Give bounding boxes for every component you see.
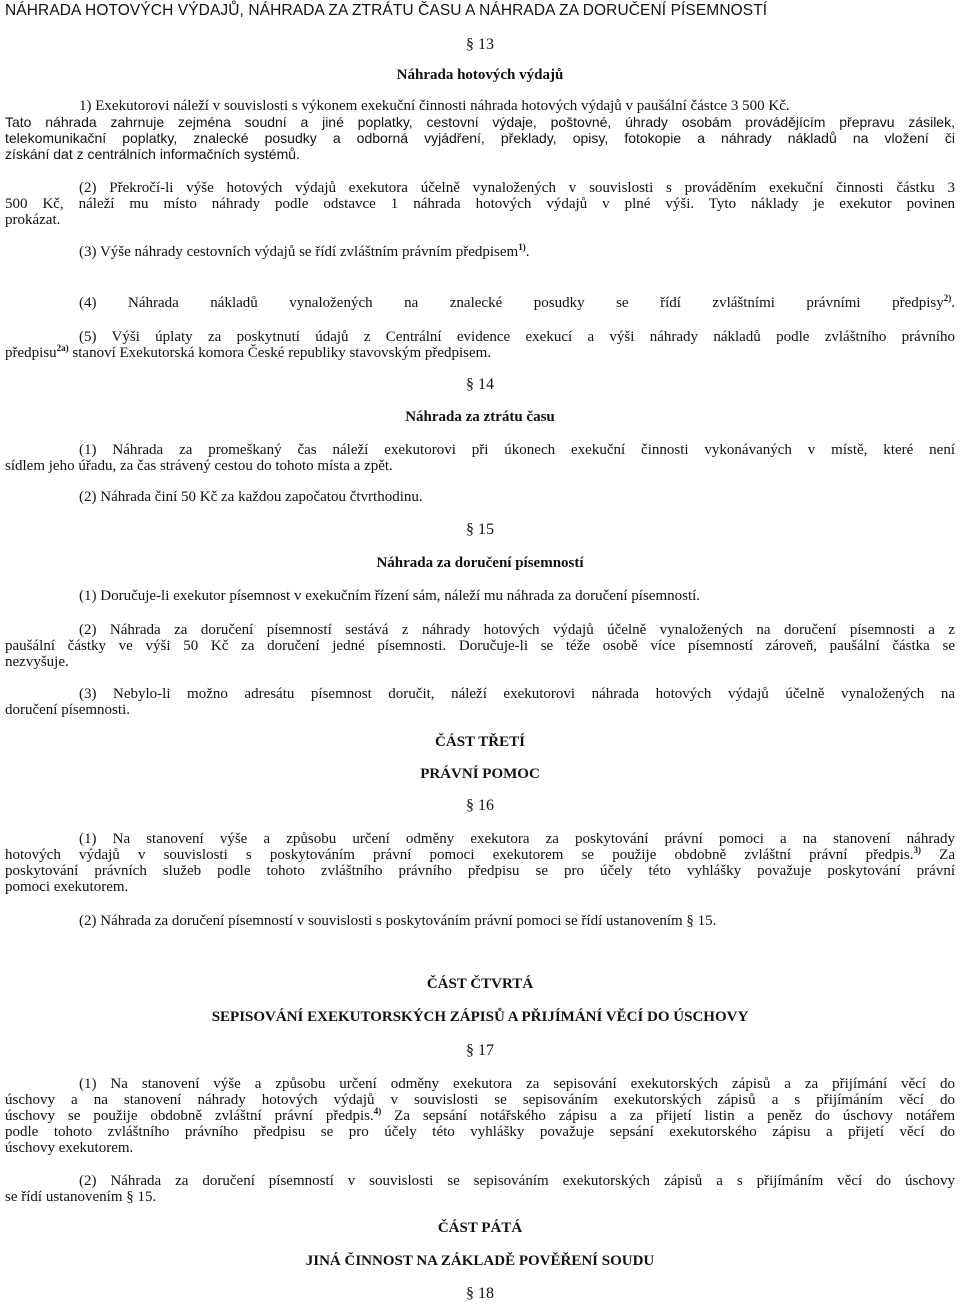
sec15-p3-line2: doručení písemnosti.	[5, 702, 130, 718]
running-header: NÁHRADA HOTOVÝCH VÝDAJŮ, NÁHRADA ZA ZTRÁTU ČASU A NÁHRADA ZA DORUČENÍ PÍSEMNOSTÍ	[5, 2, 768, 19]
section-14-number: § 14	[466, 376, 494, 393]
part-3-title: PRÁVNÍ POMOC	[420, 766, 540, 782]
sec17-p1-line1: (1) Na stanovení výše a způsobu určení odměny exekutora za sepisování exekutorských zápisů a za přijímání věcí do	[79, 1076, 955, 1092]
sec17-p1-line4: podle tohoto zvláštního právního předpisu se pro účely této vyhlášky považuje sepsání exekutorského zápisu a přijetí věcí do	[5, 1124, 955, 1140]
sec16-p2: (2) Náhrada za doručení písemností v souvislosti s poskytováním právní pomoci se řídí ustanovením § 15.	[79, 913, 717, 929]
part-4-title: SEPISOVÁNÍ EXEKUTORSKÝCH ZÁPISŮ A PŘIJÍMÁNÍ VĚCÍ DO ÚSCHOVY	[211, 1009, 749, 1025]
section-16-number: § 16	[466, 797, 494, 814]
section-17-number: § 17	[466, 1042, 494, 1059]
footnote-ref-2: 2)	[943, 293, 952, 303]
section-13-number: § 13	[466, 36, 494, 53]
part-4-heading: ČÁST ČTVRTÁ	[426, 976, 534, 992]
sec14-p1-line1: (1) Náhrada za promeškaný čas náleží exekutorovi při úkonech exekuční činnosti vykonávaných v místě, které není	[79, 442, 955, 458]
sec16-p1-line4: pomoci exekutorem.	[5, 879, 129, 895]
section-18-number: § 18	[466, 1285, 494, 1302]
sec13-p3: (3) Výše náhrady cestovních výdajů se řídí zvláštním právním předpisem$^{1)}$.	[79, 242, 530, 260]
footnote-ref-3: 3)	[913, 845, 922, 855]
sec14-p1-line2: sídlem jeho úřadu, za čas strávený cestou do tohoto místa a zpět.	[5, 458, 393, 474]
sec13-p4: (4) Náhrada nákladů vynaložených na znalecké posudky se řídí zvláštními právními předpisy$^{2)}$.	[79, 293, 955, 311]
sec13-p1-line4: získání dat z centrálních informačních systémů.	[5, 146, 300, 162]
sec13-p1-line3: telekomunikační poplatky, znalecké posudky a odborná vyjádření, překlady, opisy, fotokopie a náhrady nákladů na vložení či	[5, 130, 955, 146]
part-5-title: JINÁ ČINNOST NA ZÁKLADĚ POVĚŘENÍ SOUDU	[305, 1253, 655, 1269]
sec15-p2-line3: nezvyšuje.	[5, 654, 69, 670]
section-13-title: Náhrada hotových výdajů	[396, 67, 564, 83]
sec13-p2-line2: 500 Kč, náleží mu místo náhrady podle odstavce 1 náhrada hotových výdajů v plné výši. Tyto náklady je exekutor povinen	[5, 196, 955, 212]
sec17-p1-line2: úschovy a na stanovení náhrady hotových výdajů v souvislosti se sepisováním exekutorských zápisů a s přijímáním věcí do	[5, 1092, 955, 1108]
footnote-ref-4: 4)	[373, 1106, 382, 1116]
sec15-p3-line1: (3) Nebylo-li možno adresátu písemnost doručit, náleží exekutorovi náhrada hotových výdajů účelně vynaložených na	[79, 686, 955, 702]
sec13-p2-line3: prokázat.	[5, 212, 61, 228]
footnote-ref-2a: 2a)	[56, 343, 69, 353]
sec14-p2: (2) Náhrada činí 50 Kč za každou započatou čtvrthodinu.	[79, 489, 423, 505]
part-3-heading: ČÁST TŘETÍ	[435, 734, 525, 750]
sec17-p1-line5: úschovy exekutorem.	[5, 1140, 134, 1156]
part-5-heading: ČÁST PÁTÁ	[437, 1220, 523, 1236]
sec17-p2-line1: (2) Náhrada za doručení písemností v souvislosti se sepisováním exekutorských zápisů a s přijímáním věcí do úschovy	[79, 1173, 955, 1189]
section-14-title: Náhrada za ztrátu času	[405, 409, 555, 425]
sec17-p2-line2: se řídí ustanovením § 15.	[5, 1189, 157, 1205]
sec16-p1-line1: (1) Na stanovení výše a způsobu určení odměny exekutora za poskytování právní pomoci a na stanovení náhrady	[79, 831, 955, 847]
sec17-p1-line3: úschovy se použije obdobně zvláštní právní předpis.$^{4)}$ Za sepsání notářského zápisu a za přijetí listin a peněz do úschovy notářem	[5, 1106, 955, 1124]
sec15-p2-line2: paušální částky ve výši 50 Kč za doručení jedné písemnosti. Doručuje-li se téže osobě více písemností zároveň, paušální částka se	[5, 638, 955, 654]
sec13-p5-line1: (5) Výši úplaty za poskytnutí údajů z Centrální evidence exekucí a výši náhrady nákladů podle zvláštního právního	[79, 329, 955, 345]
sec15-p2-line1: (2) Náhrada za doručení písemností sestává z náhrady hotových výdajů účelně vynaložených na doručení písemnosti a z	[79, 622, 955, 638]
sec13-p2-line1: (2) Překročí-li výše hotových výdajů exekutora účelně vynaložených v souvislosti s prováděním exekuční činnosti částku 3	[79, 180, 955, 196]
sec13-p1-line2: Tato náhrada zahrnuje zejména soudní a jiné poplatky, cestovní výdaje, poštovné, úhrady osobám provádějícím přepravu zásilek,	[5, 114, 955, 130]
sec13-p1-line1: 1) Exekutorovi náleží v souvislosti s výkonem exekuční činnosti náhrada hotových výdajů v paušální částce 3 500 Kč.	[79, 98, 790, 114]
footnote-ref-1: 1)	[518, 242, 526, 252]
section-15-title: Náhrada za doručení písemností	[376, 555, 584, 571]
sec13-p5-line2: předpisu$^{2a)}$ stanoví Exekutorská komora České republiky stavovským předpisem.	[5, 343, 492, 361]
section-15-number: § 15	[466, 521, 494, 538]
sec16-p1-line2: hotových výdajů v souvislosti s poskytováním právní pomoci exekutorem se použije obdobně zvláštní právní předpis.$^{3)}$ Za	[5, 845, 955, 863]
sec15-p1: (1) Doručuje-li exekutor písemnost v exekučním řízení sám, náleží mu náhrada za doručení písemností.	[79, 588, 701, 604]
sec16-p1-line3: poskytování právních služeb podle tohoto zvláštního právního předpisu se pro účely této vyhlášky považuje poskytování právní	[5, 863, 955, 879]
